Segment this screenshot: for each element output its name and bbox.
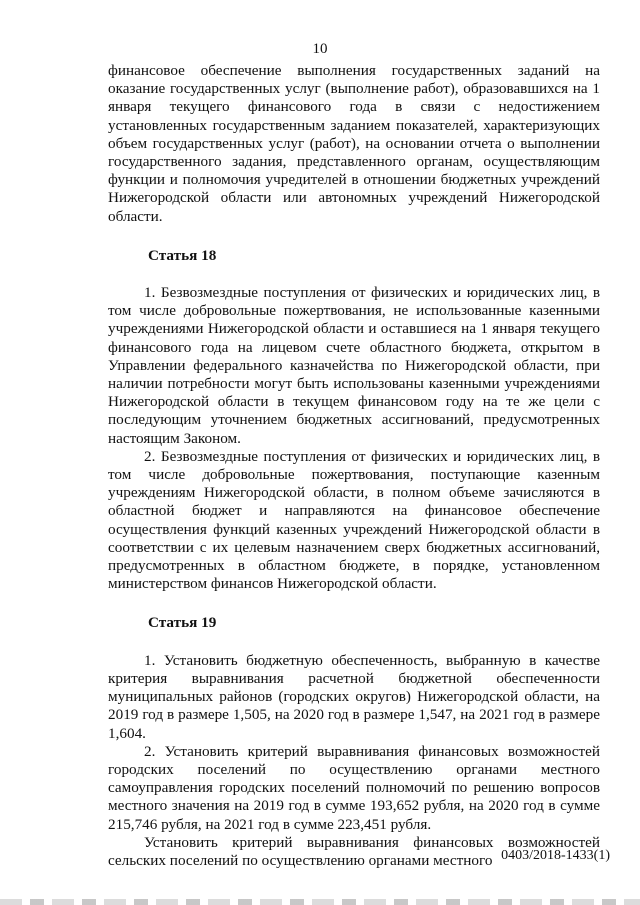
scan-edge-artifact xyxy=(0,899,640,905)
article-19-paragraph-1: 1. Установить бюджетную обеспеченность, выбранную в качестве критерия выравнивания расчетной бюджетной обеспеченности муниципальных районов (городских округов) Нижегородской области, на 2019 год в размере 1,505, на 2020 год в размере 1,547, на 2021 год в размере 1,604. xyxy=(108,651,600,742)
article-19-paragraph-3: Установить критерий выравнивания финансовых возможностей сельских поселений по осуществлению органами местного xyxy=(108,833,600,869)
article-19-heading: Статья 19 xyxy=(148,614,217,632)
document-body xyxy=(108,62,600,870)
article-18-paragraph-1: 1. Безвозмездные поступления от физических и юридических лиц, в том числе добровольные пожертвования, не использованные казенными учреждениями Нижегородской области и оставшиеся на 1 января текущего финансового года на лицевом счете областного бюджета, открытом в Управлении федерального казначейства по Нижегородской области, при наличии потребности могут быть использованы казенными учреждениями Нижегородской области в текущем финансовом году на те же цели с последующим уточнением бюджетных ассигнований, предусмотренных настоящим Законом. xyxy=(108,284,600,447)
spacer xyxy=(108,593,600,614)
article-19-paragraph-2: 2. Установить критерий выравнивания финансовых возможностей городских поселений по осуществлению органами местного самоуправления городских поселений полномочий по решению вопросов местного значения на 2019 год в сумме 193,652 рубля, на 2020 год в сумме 215,746 рубля, на 2021 год в сумме 223,451 рубля. xyxy=(108,742,600,833)
intro-paragraph: финансовое обеспечение выполнения государственных заданий на оказание государственных услуг (выполнение работ), образовавшихся на 1 января текущего финансового года в связи с недостижением установленных государственным заданием показателей, характеризующих объем государственных услуг (работ), на основании отчета о выполнении государственного задания, представленного органам, осуществляющим функции и полномочия учредителей в отношении бюджетных учреждений Нижегородской области или автономных учреждений Нижегородской области. xyxy=(108,62,600,225)
document-code: 0403/2018-1433(1) xyxy=(501,848,610,863)
spacer xyxy=(108,265,600,284)
article-18-paragraph-2: 2. Безвозмездные поступления от физических и юридических лиц, в том числе добровольные пожертвования, поступающие казенным учреждениям Нижегородской области, в полном объеме зачисляются в областной бюджет и направляются на финансовое обеспечение осуществления функций казенных учреждений Нижегородской области в соответствии с их целевым назначением сверх бюджетных ассигнований, предусмотренных в областном бюджете, в порядке, установленном министерством финансов Нижегородской области. xyxy=(108,447,600,593)
article-18-heading: Статья 18 xyxy=(148,246,217,264)
spacer xyxy=(108,633,600,652)
page-number: 10 xyxy=(312,41,328,57)
spacer xyxy=(108,226,600,247)
